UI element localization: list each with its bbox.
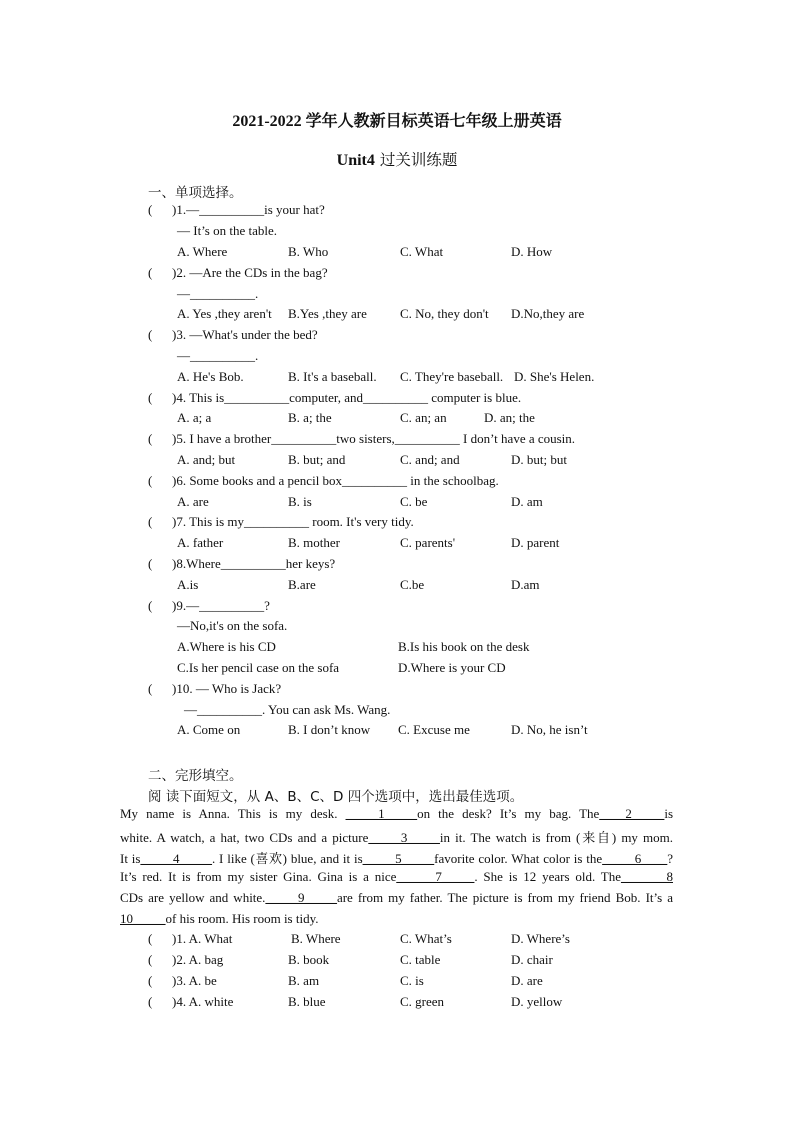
q5-option-c: C. and; and bbox=[400, 452, 460, 467]
question-6-stem: )6. Some books and a pencil box__________ in the schoolbag. bbox=[172, 473, 499, 488]
blank-4: _____4_____ bbox=[140, 851, 212, 866]
answer-paren-open: ( bbox=[148, 681, 153, 696]
question-5-stem: )5. I have a brother__________two sisters,__________ I don’t have a cousin. bbox=[172, 431, 576, 446]
q6-option-a: A. are bbox=[177, 494, 209, 509]
answer-paren-open: ( bbox=[148, 994, 153, 1009]
q8-option-c: C.be bbox=[400, 577, 425, 592]
passage-line-6 bbox=[120, 911, 319, 927]
question-1-stem: )1.—__________is your hat? bbox=[172, 202, 325, 217]
page-subtitle bbox=[0, 148, 794, 170]
q5-option-b: B. but; and bbox=[288, 452, 346, 467]
q1-option-d: D. How bbox=[511, 244, 553, 259]
blank-6: _____6____ bbox=[602, 851, 668, 866]
cloze-q2-option-d: D. chair bbox=[511, 952, 553, 967]
cloze-q4-option-d: D. yellow bbox=[511, 994, 563, 1009]
question-10-stem: )10. — Who is Jack? bbox=[172, 681, 282, 696]
passage-text: . I like (喜欢) blue, and it is bbox=[211, 851, 363, 866]
answer-paren-open: ( bbox=[148, 931, 153, 946]
cloze-question-3-stem: )3. A. be bbox=[172, 973, 217, 988]
answer-paren-open: ( bbox=[148, 202, 153, 217]
blank-10: _____ bbox=[133, 911, 166, 926]
passage-text: favorite color. What color is the bbox=[434, 851, 603, 866]
cloze-question-1-stem: )1. A. What bbox=[172, 931, 233, 946]
q9-option-d: D.Where is your CD bbox=[398, 660, 506, 675]
question-10-line2: —__________. You can ask Ms. Wang. bbox=[184, 702, 391, 717]
blank-3: _____3_____ bbox=[368, 830, 440, 845]
q4-option-a: A. a; a bbox=[177, 410, 212, 425]
q5-option-d: D. but; but bbox=[511, 452, 567, 467]
q9-option-c: C.Is her pencil case on the sofa bbox=[177, 660, 340, 675]
answer-paren-open: ( bbox=[148, 390, 153, 405]
passage-text: is bbox=[664, 806, 673, 821]
cloze-question-4-stem: )4. A. white bbox=[172, 994, 234, 1009]
section-1-heading: 一、单项选择。 bbox=[148, 185, 243, 201]
title-line-1: 2021-2022 学年人教新目标英语七年级上册英语 bbox=[232, 113, 562, 130]
q4-option-c: C. an; an bbox=[400, 410, 447, 425]
answer-paren-open: ( bbox=[148, 598, 153, 613]
cloze-question-2-stem: )2. A. bag bbox=[172, 952, 224, 967]
answer-paren-open: ( bbox=[148, 473, 153, 488]
q1-option-c: C. What bbox=[400, 244, 444, 259]
passage-text: on the desk? It’s my bag. The bbox=[417, 806, 600, 821]
cloze-q4-option-c: C. green bbox=[400, 994, 445, 1009]
passage-text: My name is Anna. This is my desk. bbox=[120, 806, 346, 821]
answer-paren-open: ( bbox=[148, 265, 153, 280]
passage-text: It is bbox=[120, 851, 141, 866]
q6-option-d: D. am bbox=[511, 494, 543, 509]
blank-2: ____2_____ bbox=[599, 806, 665, 821]
q3-option-a: A. He's Bob. bbox=[177, 369, 244, 384]
passage-line-1 bbox=[120, 806, 673, 822]
section-2-heading: 二、完形填空。 bbox=[148, 768, 243, 784]
cloze-q3-option-c: C. is bbox=[400, 973, 424, 988]
cloze-q1-option-d: D. Where’s bbox=[511, 931, 570, 946]
passage-text: CDs are yellow and white. bbox=[120, 890, 266, 905]
question-9-line2: —No,it's on the sofa. bbox=[177, 618, 288, 633]
passage-text: It’s red. It is from my sister Gina. Gina is a nice bbox=[120, 869, 397, 884]
passage-line-5 bbox=[120, 890, 673, 906]
blank-7: ______7_____ bbox=[396, 869, 475, 884]
question-2-stem: )2. —Are the CDs in the bag? bbox=[172, 265, 328, 280]
question-8-stem: )8.Where__________her keys? bbox=[172, 556, 336, 571]
q3-option-c: C. They're baseball. bbox=[400, 369, 504, 384]
q10-option-c: C. Excuse me bbox=[398, 722, 470, 737]
q3-option-d: D. She's Helen. bbox=[514, 369, 595, 384]
cloze-q3-option-d: D. are bbox=[511, 973, 543, 988]
q7-option-d: D. parent bbox=[511, 535, 560, 550]
question-1-line2: — It’s on the table. bbox=[177, 223, 278, 238]
q2-option-a: A. Yes ,they aren't bbox=[177, 306, 272, 321]
question-9-stem: )9.—__________? bbox=[172, 598, 270, 613]
page-title bbox=[0, 108, 794, 131]
cloze-q2-option-b: B. book bbox=[288, 952, 330, 967]
passage-line-2 bbox=[120, 827, 673, 846]
q6-option-b: B. is bbox=[288, 494, 312, 509]
cloze-q1-option-b: B. Where bbox=[291, 931, 341, 946]
cloze-q2-option-c: C. table bbox=[400, 952, 441, 967]
q7-option-b: B. mother bbox=[288, 535, 340, 550]
answer-paren-open: ( bbox=[148, 431, 153, 446]
blank-10-number: 10 bbox=[120, 911, 133, 926]
unit-label: Unit4 bbox=[336, 152, 375, 169]
q4-option-b: B. a; the bbox=[288, 410, 332, 425]
q4-option-d: D. an; the bbox=[484, 410, 535, 425]
q9-option-b: B.Is his book on the desk bbox=[398, 639, 530, 654]
passage-text: . She is 12 years old. The bbox=[474, 869, 621, 884]
passage-text: are from my father. The picture is from my friend Bob. It’s a bbox=[336, 890, 673, 905]
blank-8: _______8 bbox=[621, 869, 673, 884]
passage-text: white. A watch, a hat, two CDs and a picture bbox=[120, 830, 369, 845]
question-7-stem: )7. This is my__________ room. It's very tidy. bbox=[172, 514, 414, 529]
question-3-stem: )3. —What's under the bed? bbox=[172, 327, 318, 342]
cloze-q1-option-c: C. What’s bbox=[400, 931, 452, 946]
answer-paren-open: ( bbox=[148, 327, 153, 342]
cloze-q3-option-b: B. am bbox=[288, 973, 320, 988]
question-4-stem: )4. This is__________computer, and__________ computer is blue. bbox=[172, 390, 522, 405]
q10-option-b: B. I don’t know bbox=[288, 722, 371, 737]
q10-option-a: A. Come on bbox=[177, 722, 241, 737]
q7-option-c: C. parents' bbox=[400, 535, 456, 550]
q7-option-a: A. father bbox=[177, 535, 224, 550]
subtitle-cn: 过关训练题 bbox=[374, 151, 458, 169]
passage-text: of his room. His room is tidy. bbox=[165, 911, 319, 926]
q1-option-b: B. Who bbox=[288, 244, 329, 259]
answer-paren-open: ( bbox=[148, 556, 153, 571]
passage-text: in it. The watch is from (来自) my mom. bbox=[439, 830, 673, 845]
question-2-line2: —__________. bbox=[177, 286, 259, 301]
passage-text: ? bbox=[667, 851, 673, 866]
blank-5: _____5_____ bbox=[362, 851, 435, 866]
q3-option-b: B. It's a baseball. bbox=[288, 369, 377, 384]
q6-option-c: C. be bbox=[400, 494, 428, 509]
q2-option-d: D.No,they are bbox=[511, 306, 585, 321]
passage-line-4 bbox=[120, 869, 673, 885]
q8-option-a: A.is bbox=[177, 577, 199, 592]
q5-option-a: A. and; but bbox=[177, 452, 236, 467]
question-3-line2: —__________. bbox=[177, 348, 259, 363]
answer-paren-open: ( bbox=[148, 514, 153, 529]
answer-paren-open: ( bbox=[148, 952, 153, 967]
answer-paren-open: ( bbox=[148, 973, 153, 988]
cloze-q4-option-b: B. blue bbox=[288, 994, 326, 1009]
q2-option-c: C. No, they don't bbox=[400, 306, 489, 321]
blank-9: _____9_____ bbox=[265, 890, 337, 905]
blank-1: _____1_____ bbox=[345, 806, 418, 821]
q8-option-b: B.are bbox=[288, 577, 316, 592]
q8-option-d: D.am bbox=[511, 577, 540, 592]
q9-option-a: A.Where is his CD bbox=[177, 639, 276, 654]
passage-line-3 bbox=[120, 848, 673, 867]
q2-option-b: B.Yes ,they are bbox=[288, 306, 367, 321]
q10-option-d: D. No, he isn’t bbox=[511, 722, 588, 737]
section-2-instruction: 阅 读下面短文，从 A、B、C、D 四个选项中，选出最佳选项。 bbox=[148, 789, 524, 805]
q1-option-a: A. Where bbox=[177, 244, 228, 259]
